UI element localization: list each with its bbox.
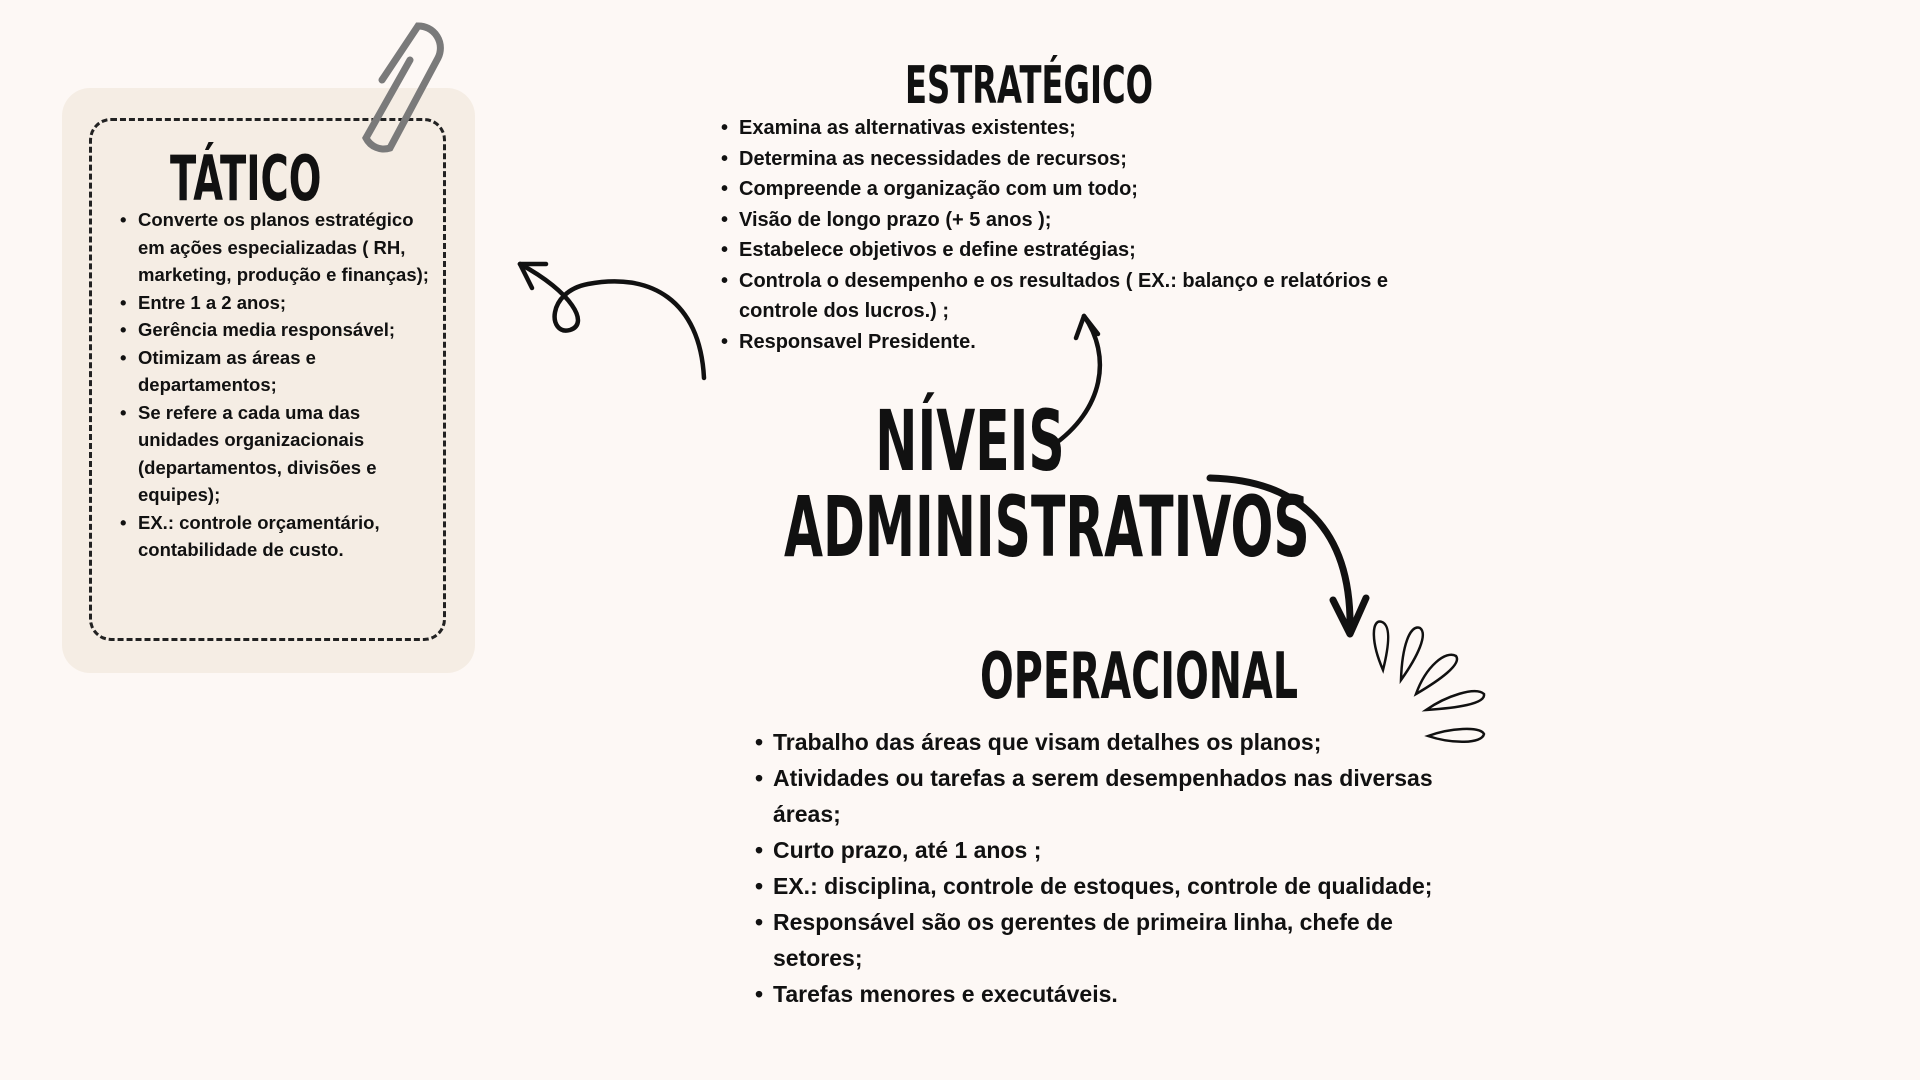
arrow-to-operacional-icon	[1210, 478, 1366, 634]
list-item: • Se refere a cada uma das unidades organizacionais (departamentos, divisões e equipes);	[138, 399, 438, 509]
paperclip-icon	[366, 26, 440, 149]
list-item: • Controla o desempenho e os resultados ( EX.: balanço e relatórios e controle dos lucros.) ;	[739, 266, 1459, 327]
tatico-title: TÁTICO	[170, 142, 322, 215]
arrow-to-estrategico-icon	[1052, 316, 1100, 446]
list-item: • Visão de longo prazo (+ 5 anos );	[739, 205, 1459, 236]
list-item: • Curto prazo, até 1 anos ;	[773, 832, 1473, 868]
list-item: • Responsavel Presidente.	[739, 327, 1459, 358]
list-item: • Gerência media responsável;	[138, 316, 438, 344]
list-item: • Estabelece objetivos e define estratégias;	[739, 235, 1459, 266]
list-item: • Responsável são os gerentes de primeira linha, chefe de setores;	[773, 904, 1473, 976]
list-item: • Atividades ou tarefas a serem desempenhados nas diversas áreas;	[773, 760, 1473, 832]
list-item: • Trabalho das áreas que visam detalhes os planos;	[773, 724, 1473, 760]
list-item: • Otimizam as áreas e departamentos;	[138, 344, 438, 399]
list-item: • Examina as alternativas existentes;	[739, 113, 1459, 144]
estrategico-title: ESTRATÉGICO	[905, 56, 1154, 116]
arrow-to-tatico-icon	[520, 264, 704, 378]
center-title-line1: NÍVEIS	[875, 392, 1065, 490]
list-item: • EX.: controle orçamentário, contabilidade de custo.	[138, 509, 438, 564]
list-item: • EX.: disciplina, controle de estoques, controle de qualidade;	[773, 868, 1473, 904]
list-item: • Determina as necessidades de recursos;	[739, 144, 1459, 175]
operacional-title: OPERACIONAL	[980, 640, 1299, 714]
list-item: • Entre 1 a 2 anos;	[138, 289, 438, 317]
list-item: • Tarefas menores e executáveis.	[773, 976, 1473, 1012]
list-item: • Compreende a organização com um todo;	[739, 174, 1459, 205]
burst-icon	[1374, 622, 1484, 742]
list-item: • Converte os planos estratégico em ações especializadas ( RH, marketing, produção e finanças);	[138, 206, 438, 289]
center-title-line2: ADMINISTRATIVOS	[784, 478, 1310, 576]
